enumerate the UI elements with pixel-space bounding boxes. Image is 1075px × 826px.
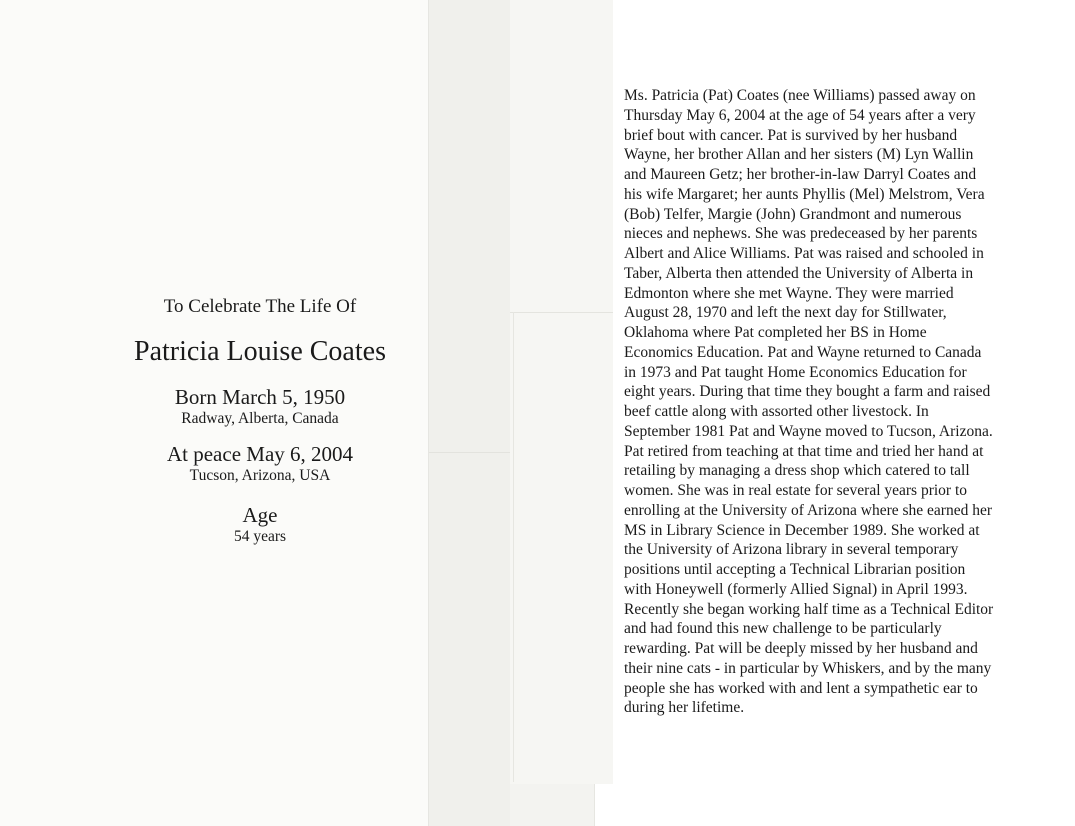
obituary-line: and had found this new challenge to be particularly	[624, 620, 942, 638]
death-place: Tucson, Arizona, USA	[189, 467, 331, 484]
obituary-line: MS in Library Science in December 1989. She worked at	[624, 521, 980, 539]
obituary-line: Economics Education. Pat and Wayne returned to Canada	[624, 343, 982, 361]
birth-block	[60, 384, 460, 428]
death-block	[60, 441, 460, 485]
age-value: 54 years	[233, 528, 287, 545]
obituary-line: August 28, 1970 and left the next day for Stillwater,	[624, 304, 947, 322]
obituary-line: enrolling at the University of Arizona where she earned her	[624, 501, 992, 519]
obituary-line: Recently she began working half time as a Technical Editor	[624, 600, 994, 618]
obituary-text	[624, 86, 1044, 718]
obituary-line: Albert and Alice Williams. Pat was raised and schooled in	[624, 245, 984, 262]
obituary-line: women. She was in real estate for several years prior to	[624, 482, 968, 499]
obituary-line: Taber, Alberta then attended the University of Alberta in	[624, 264, 974, 282]
paper-edge-notch	[510, 312, 613, 313]
obituary-line: the University of Arizona library in several temporary	[624, 541, 959, 559]
obituary-line: Pat retired from teaching at that time and tried her hand at	[624, 442, 984, 460]
memorial-card	[60, 294, 460, 546]
obituary-line: Thursday May 6, 2004 at the age of 54 years after a very	[624, 106, 976, 124]
obituary-line: during her lifetime.	[624, 699, 745, 717]
obituary-line: brief bout with cancer. Pat is survived by her husband	[624, 126, 958, 144]
paper-lower-strip	[510, 784, 595, 826]
paper-edge-strip	[510, 0, 614, 784]
obituary-line: rewarding. Pat will be deeply missed by her husband and	[624, 640, 978, 657]
obituary-line: in 1973 and Pat taught Home Economics Education for	[624, 363, 967, 381]
age-block	[60, 502, 460, 546]
obituary-line: Edmonton where she met Wayne. They were married	[624, 284, 954, 302]
obituary-line: Oklahoma where Pat completed her BS in Home	[624, 324, 927, 341]
paper-edge-line	[513, 312, 514, 782]
birth-place: Radway, Alberta, Canada	[181, 410, 339, 427]
obituary-line: people she has worked with and lent a sympathetic ear to	[624, 679, 978, 697]
obituary-line: with Honeywell (formerly Allied Signal) in April 1993.	[624, 580, 968, 598]
death-date: At peace May 6, 2004	[166, 442, 354, 466]
obituary-line: Ms. Patricia (Pat) Coates (nee Williams) passed away on	[624, 87, 976, 104]
card-heading: To Celebrate The Life Of	[163, 296, 357, 317]
obituary-line: positions until accepting a Technical Librarian position	[624, 561, 966, 578]
obituary-line: nieces and nephews. She was predeceased by her parents	[624, 225, 978, 243]
obituary-line: their nine cats - in particular by Whiskers, and by the many	[624, 659, 992, 677]
birth-date: Born March 5, 1950	[174, 385, 346, 409]
deceased-name: Patricia Louise Coates	[134, 336, 386, 367]
obituary-line: (Bob) Telfer, Margie (John) Grandmont and numerous	[624, 205, 962, 223]
obituary-line: and Maureen Getz; her brother-in-law Darryl Coates and	[624, 166, 977, 183]
obituary-line: retailing by managing a dress shop which catered to tall	[624, 462, 970, 480]
obituary-line: his wife Margaret; her aunts Phyllis (Mel) Melstrom, Vera	[624, 185, 985, 203]
obituary-line: Wayne, her brother Allan and her sisters (M) Lyn Wallin	[624, 146, 974, 164]
obituary-line: beef cattle along with assorted other livestock. In	[624, 403, 929, 420]
age-label: Age	[242, 503, 278, 527]
obituary-line: eight years. During that time they bought a farm and raised	[624, 383, 991, 401]
obituary-line: September 1981 Pat and Wayne moved to Tucson, Arizona.	[624, 422, 993, 440]
